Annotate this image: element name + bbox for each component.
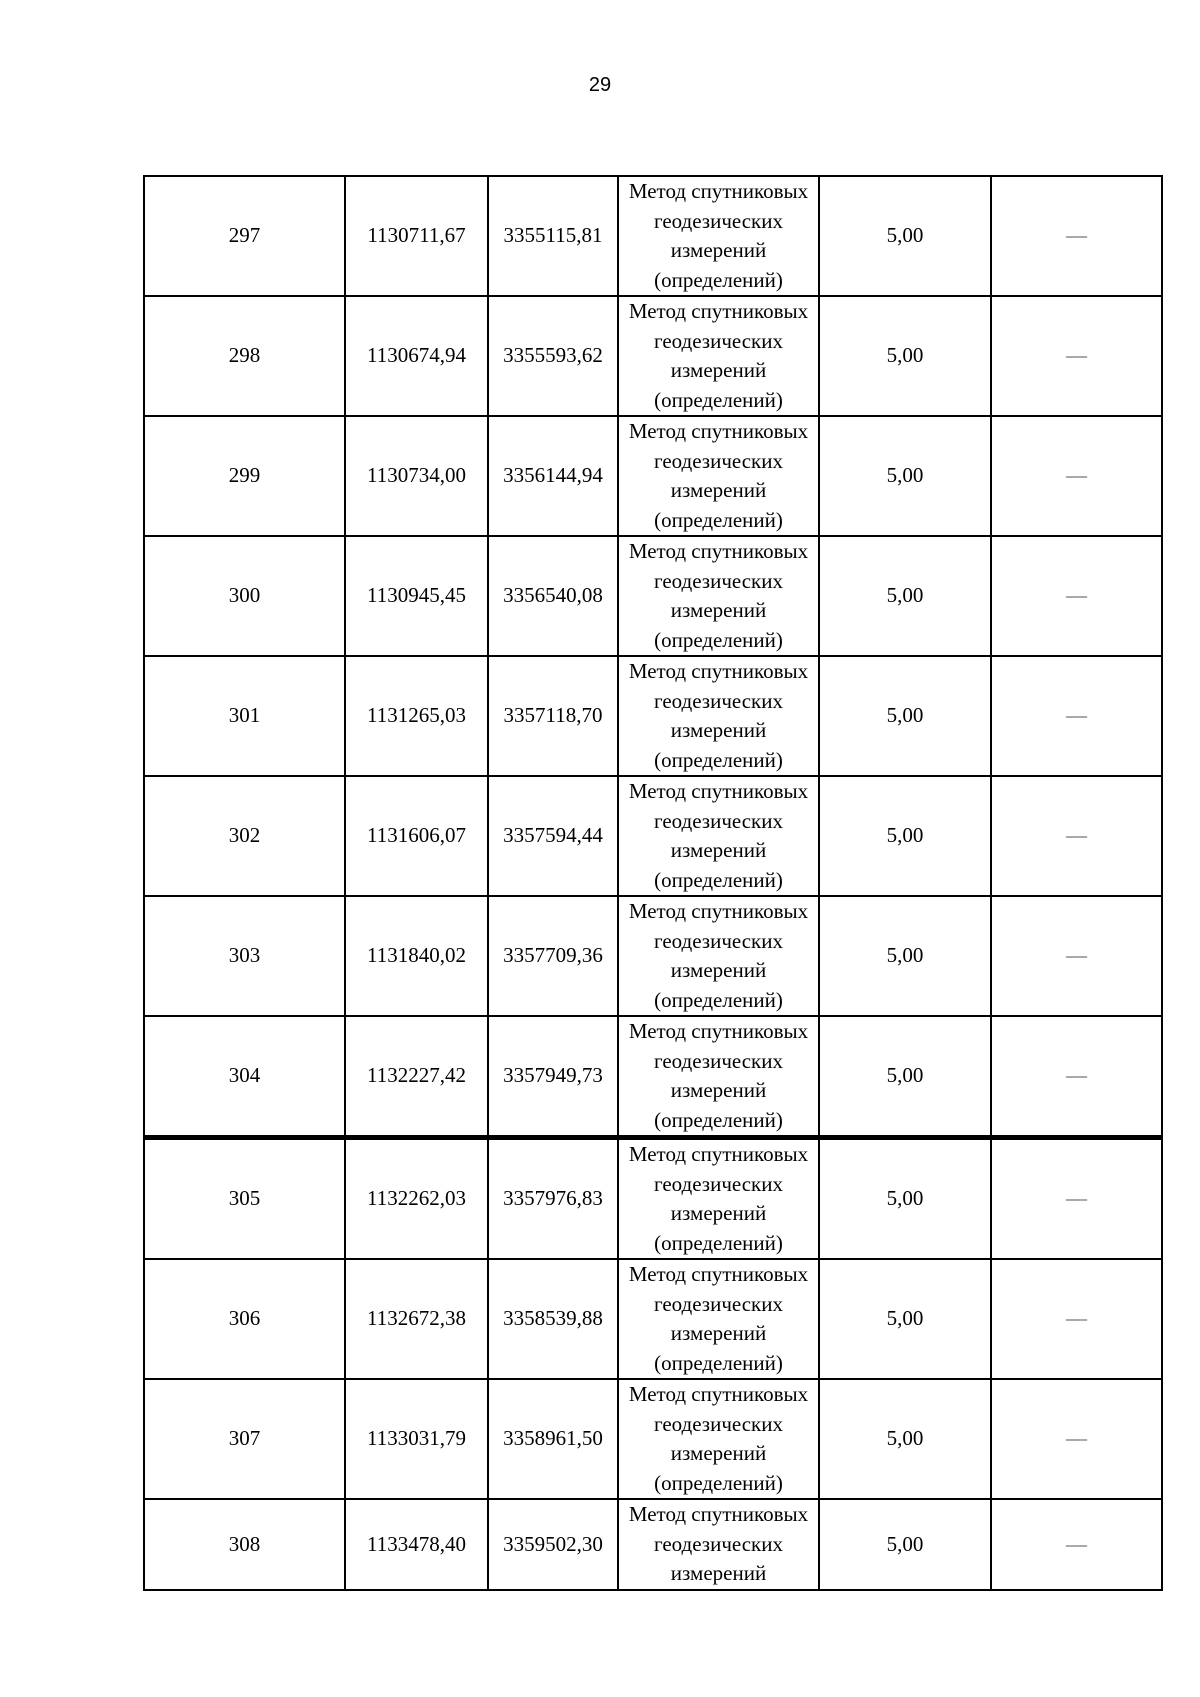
method-line: геодезических: [653, 1531, 783, 1556]
accuracy-cell: 5,00: [819, 776, 991, 896]
point-number-cell: 303: [144, 896, 345, 1016]
point-number-cell: 301: [144, 656, 345, 776]
method-line: измерений: [670, 718, 767, 742]
method-line: (определений): [654, 507, 783, 532]
note-cell: —: [991, 416, 1162, 536]
method-cell: [618, 1259, 819, 1379]
x-coordinate-cell: 1130711,67: [345, 176, 488, 296]
method-line: (определений): [654, 1470, 783, 1495]
method-cell: [618, 296, 819, 416]
table-row: [144, 1016, 1162, 1138]
method-line: измерений: [670, 1561, 767, 1585]
method-line: измерений: [670, 358, 767, 382]
accuracy-cell: 5,00: [819, 1259, 991, 1379]
method-cell: [618, 536, 819, 656]
y-coordinate-cell: 3357976,83: [488, 1138, 618, 1260]
method-cell: [618, 1138, 819, 1260]
accuracy-cell: 5,00: [819, 1379, 991, 1499]
method-cell: [618, 176, 819, 296]
method-line: измерений: [670, 1201, 767, 1225]
y-coordinate-cell: 3356540,08: [488, 536, 618, 656]
method-line: геодезических: [653, 568, 783, 593]
method-line: геодезических: [653, 1291, 783, 1316]
method-line: Метод спутниковых: [628, 899, 809, 923]
coordinates-table: [143, 175, 1163, 1591]
y-coordinate-cell: 3355593,62: [488, 296, 618, 416]
method-line: геодезических: [653, 1171, 783, 1196]
accuracy-cell: 5,00: [819, 896, 991, 1016]
method-line: Метод спутниковых: [628, 1142, 809, 1166]
point-number-cell: 306: [144, 1259, 345, 1379]
method-line: Метод спутниковых: [628, 539, 809, 563]
method-cell: [618, 416, 819, 536]
method-line: измерений: [670, 1321, 767, 1345]
note-cell: —: [991, 1138, 1162, 1260]
note-cell: —: [991, 896, 1162, 1016]
method-line: Метод спутниковых: [628, 659, 809, 683]
table-row: [144, 536, 1162, 656]
method-line: геодезических: [653, 688, 783, 713]
method-line: измерений: [670, 838, 767, 862]
table-row: [144, 1499, 1162, 1590]
x-coordinate-cell: 1133478,40: [345, 1499, 488, 1590]
point-number-cell: 302: [144, 776, 345, 896]
point-number-cell: 300: [144, 536, 345, 656]
table-row: [144, 416, 1162, 536]
method-line: (определений): [654, 627, 783, 652]
x-coordinate-cell: 1130734,00: [345, 416, 488, 536]
method-cell: [618, 1379, 819, 1499]
point-number-cell: 305: [144, 1138, 345, 1260]
table-row: [144, 1259, 1162, 1379]
method-line: геодезических: [653, 208, 783, 233]
table-row: [144, 1379, 1162, 1499]
accuracy-cell: 5,00: [819, 656, 991, 776]
page-number: 29: [588, 74, 612, 96]
note-cell: —: [991, 536, 1162, 656]
method-line: Метод спутниковых: [628, 779, 809, 803]
table-row: [144, 296, 1162, 416]
x-coordinate-cell: 1133031,79: [345, 1379, 488, 1499]
accuracy-cell: 5,00: [819, 536, 991, 656]
x-coordinate-cell: 1131265,03: [345, 656, 488, 776]
method-line: измерений: [670, 1078, 767, 1102]
accuracy-cell: 5,00: [819, 1138, 991, 1260]
method-line: Метод спутниковых: [628, 419, 809, 443]
note-cell: —: [991, 296, 1162, 416]
method-line: (определений): [654, 387, 783, 412]
note-cell: —: [991, 1499, 1162, 1590]
method-line: (определений): [654, 267, 783, 292]
y-coordinate-cell: 3357118,70: [488, 656, 618, 776]
table-row: [144, 1138, 1162, 1260]
y-coordinate-cell: 3358961,50: [488, 1379, 618, 1499]
point-number-cell: 297: [144, 176, 345, 296]
point-number-cell: 304: [144, 1016, 345, 1138]
method-line: измерений: [670, 478, 767, 502]
method-line: (определений): [654, 1350, 783, 1375]
table-row: [144, 896, 1162, 1016]
x-coordinate-cell: 1132227,42: [345, 1016, 488, 1138]
table-row: [144, 176, 1162, 296]
note-cell: —: [991, 656, 1162, 776]
method-cell: [618, 1499, 819, 1590]
y-coordinate-cell: 3355115,81: [488, 176, 618, 296]
accuracy-cell: 5,00: [819, 1016, 991, 1138]
note-cell: —: [991, 776, 1162, 896]
coordinates-table-body: [144, 176, 1162, 1590]
note-cell: —: [991, 176, 1162, 296]
x-coordinate-cell: 1132672,38: [345, 1259, 488, 1379]
point-number-cell: 307: [144, 1379, 345, 1499]
method-line: Метод спутниковых: [628, 299, 809, 323]
method-line: (определений): [654, 867, 783, 892]
y-coordinate-cell: 3359502,30: [488, 1499, 618, 1590]
method-line: измерений: [670, 958, 767, 982]
method-line: Метод спутниковых: [628, 1502, 809, 1526]
method-line: измерений: [670, 598, 767, 622]
x-coordinate-cell: 1130674,94: [345, 296, 488, 416]
x-coordinate-cell: 1131840,02: [345, 896, 488, 1016]
table-row: [144, 656, 1162, 776]
method-cell: [618, 776, 819, 896]
point-number-cell: 298: [144, 296, 345, 416]
method-cell: [618, 896, 819, 1016]
method-line: геодезических: [653, 1411, 783, 1436]
method-line: измерений: [670, 238, 767, 262]
accuracy-cell: 5,00: [819, 1499, 991, 1590]
y-coordinate-cell: 3358539,88: [488, 1259, 618, 1379]
method-line: Метод спутниковых: [628, 1382, 809, 1406]
accuracy-cell: 5,00: [819, 296, 991, 416]
x-coordinate-cell: 1130945,45: [345, 536, 488, 656]
method-line: геодезических: [653, 808, 783, 833]
method-line: геодезических: [653, 448, 783, 473]
method-cell: [618, 1016, 819, 1138]
y-coordinate-cell: 3357709,36: [488, 896, 618, 1016]
y-coordinate-cell: 3356144,94: [488, 416, 618, 536]
y-coordinate-cell: 3357949,73: [488, 1016, 618, 1138]
method-line: измерений: [670, 1441, 767, 1465]
accuracy-cell: 5,00: [819, 176, 991, 296]
x-coordinate-cell: 1131606,07: [345, 776, 488, 896]
method-line: геодезических: [653, 328, 783, 353]
method-line: Метод спутниковых: [628, 179, 809, 203]
x-coordinate-cell: 1132262,03: [345, 1138, 488, 1260]
method-line: (определений): [654, 1107, 783, 1132]
point-number-cell: 299: [144, 416, 345, 536]
y-coordinate-cell: 3357594,44: [488, 776, 618, 896]
method-cell: [618, 656, 819, 776]
method-line: (определений): [654, 747, 783, 772]
accuracy-cell: 5,00: [819, 416, 991, 536]
note-cell: —: [991, 1379, 1162, 1499]
method-line: Метод спутниковых: [628, 1262, 809, 1286]
method-line: геодезических: [653, 928, 783, 953]
point-number-cell: 308: [144, 1499, 345, 1590]
note-cell: —: [991, 1259, 1162, 1379]
table-row: [144, 776, 1162, 896]
method-line: геодезических: [653, 1048, 783, 1073]
method-line: Метод спутниковых: [628, 1019, 809, 1043]
method-line: (определений): [654, 987, 783, 1012]
note-cell: —: [991, 1016, 1162, 1138]
method-line: (определений): [654, 1230, 783, 1255]
